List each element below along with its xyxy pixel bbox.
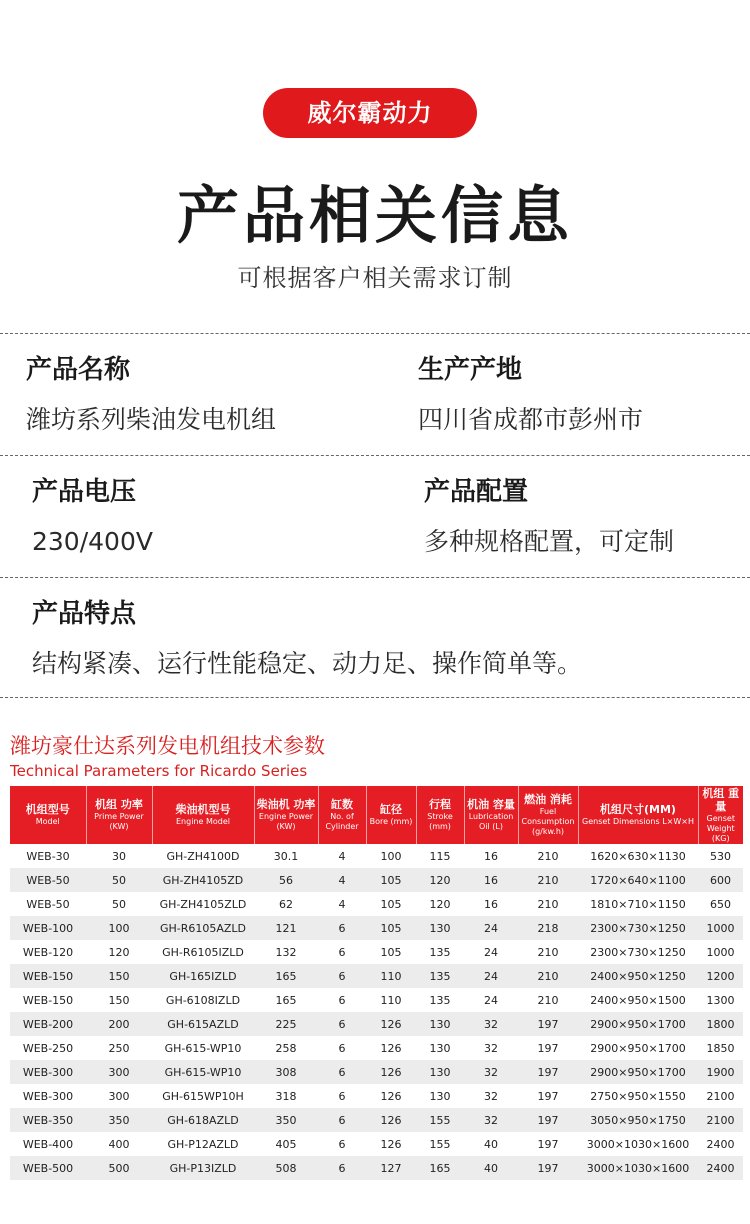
table-cell: 130 <box>416 1036 464 1060</box>
table-cell: WEB-100 <box>10 916 86 940</box>
header-cylinders: 缸数 No. of Cylinder <box>318 786 366 844</box>
table-cell: WEB-300 <box>10 1060 86 1084</box>
table-cell: 4 <box>318 844 366 868</box>
table-row <box>10 1012 743 1036</box>
table-cell: 130 <box>416 1060 464 1084</box>
table-cell: 508 <box>254 1156 318 1180</box>
divider <box>0 577 750 578</box>
header-fuel-consumption: 燃油 消耗 Fuel Consumption (g/kw.h) <box>518 786 578 844</box>
table-cell: 197 <box>518 1036 578 1060</box>
table-cell: WEB-50 <box>10 868 86 892</box>
table-cell: 6 <box>318 1084 366 1108</box>
table-cell: GH-P12AZLD <box>152 1132 254 1156</box>
brand-badge: 威尔霸动力 <box>263 88 477 138</box>
table-row <box>10 1108 743 1132</box>
divider <box>0 455 750 456</box>
table-cell: WEB-400 <box>10 1132 86 1156</box>
table-cell: 350 <box>254 1108 318 1132</box>
table-cell: 40 <box>464 1132 518 1156</box>
header-weight: 机组 重量 Genset Weight (KG) <box>698 786 743 844</box>
table-cell: GH-R6105AZLD <box>152 916 254 940</box>
table-row <box>10 868 743 892</box>
config-label: 产品配置 <box>424 477 529 507</box>
table-cell: 32 <box>464 1036 518 1060</box>
table-cell: 135 <box>416 988 464 1012</box>
header-dimensions: 机组尺寸(MM) Genset Dimensions L×W×H <box>578 786 698 844</box>
table-cell: GH-615AZLD <box>152 1012 254 1036</box>
table-cell: 6 <box>318 1156 366 1180</box>
table-cell: 1620×630×1130 <box>578 844 698 868</box>
table-cell: 218 <box>518 916 578 940</box>
table-title: 潍坊豪仕达系列发电机组技术参数 <box>10 734 325 758</box>
table-cell: 2100 <box>698 1084 743 1108</box>
table-cell: WEB-300 <box>10 1084 86 1108</box>
table-cell: 6 <box>318 940 366 964</box>
table-row <box>10 1084 743 1108</box>
table-cell: 318 <box>254 1084 318 1108</box>
table-cell: WEB-120 <box>10 940 86 964</box>
table-cell: 50 <box>86 868 152 892</box>
table-cell: 24 <box>464 964 518 988</box>
table-cell: WEB-250 <box>10 1036 86 1060</box>
header-model: 机组型号 Model <box>10 786 86 844</box>
table-cell: 120 <box>416 892 464 916</box>
table-cell: GH-ZH4100D <box>152 844 254 868</box>
table-cell: 250 <box>86 1036 152 1060</box>
table-row <box>10 916 743 940</box>
features-label: 产品特点 <box>32 599 137 629</box>
header-lubrication-oil: 机油 容量 Lubrication Oil (L) <box>464 786 518 844</box>
table-cell: 210 <box>518 892 578 916</box>
table-cell: 3000×1030×1600 <box>578 1132 698 1156</box>
config-value: 多种规格配置，可定制 <box>424 527 675 556</box>
table-cell: 155 <box>416 1132 464 1156</box>
table-cell: 300 <box>86 1084 152 1108</box>
voltage-label: 产品电压 <box>32 477 137 507</box>
table-cell: 24 <box>464 916 518 940</box>
page-title: 产品相关信息 <box>176 179 573 252</box>
table-cell: 6 <box>318 1108 366 1132</box>
table-cell: 2100 <box>698 1108 743 1132</box>
table-cell: WEB-200 <box>10 1012 86 1036</box>
table-cell: 100 <box>86 916 152 940</box>
table-cell: 197 <box>518 1084 578 1108</box>
table-cell: GH-6108IZLD <box>152 988 254 1012</box>
table-cell: 1900 <box>698 1060 743 1084</box>
table-cell: 2300×730×1250 <box>578 916 698 940</box>
table-cell: 308 <box>254 1060 318 1084</box>
table-cell: 105 <box>366 940 416 964</box>
table-cell: 126 <box>366 1036 416 1060</box>
table-row <box>10 988 743 1012</box>
features-value: 结构紧凑、运行性能稳定、动力足、操作简单等。 <box>32 649 583 678</box>
table-cell: GH-615-WP10 <box>152 1036 254 1060</box>
table-cell: 2400×950×1500 <box>578 988 698 1012</box>
table-cell: GH-R6105IZLD <box>152 940 254 964</box>
table-cell: 32 <box>464 1060 518 1084</box>
table-cell: 40 <box>464 1156 518 1180</box>
table-cell: 16 <box>464 892 518 916</box>
table-row <box>10 892 743 916</box>
table-cell: 50 <box>86 892 152 916</box>
table-cell: WEB-500 <box>10 1156 86 1180</box>
table-cell: 6 <box>318 1132 366 1156</box>
table-cell: 3050×950×1750 <box>578 1108 698 1132</box>
table-cell: 16 <box>464 844 518 868</box>
table-cell: 155 <box>416 1108 464 1132</box>
table-cell: 6 <box>318 988 366 1012</box>
header-stroke: 行程 Stroke (mm) <box>416 786 464 844</box>
table-cell: 4 <box>318 868 366 892</box>
table-cell: 197 <box>518 1012 578 1036</box>
table-cell: 1850 <box>698 1036 743 1060</box>
table-cell: 6 <box>318 1012 366 1036</box>
origin-value: 四川省成都市彭州市 <box>418 405 644 434</box>
header-prime-power: 机组 功率 Prime Power (KW) <box>86 786 152 844</box>
table-cell: 350 <box>86 1108 152 1132</box>
table-cell: 126 <box>366 1012 416 1036</box>
table-cell: 1720×640×1100 <box>578 868 698 892</box>
divider <box>0 333 750 334</box>
table-cell: 120 <box>416 868 464 892</box>
table-cell: 1200 <box>698 964 743 988</box>
table-cell: 210 <box>518 940 578 964</box>
table-cell: 210 <box>518 844 578 868</box>
table-cell: WEB-150 <box>10 964 86 988</box>
product-name-label: 产品名称 <box>26 355 131 385</box>
table-cell: GH-615-WP10 <box>152 1060 254 1084</box>
product-name-value: 潍坊系列柴油发电机组 <box>26 405 277 434</box>
table-row <box>10 940 743 964</box>
table-cell: 24 <box>464 940 518 964</box>
table-cell: 210 <box>518 964 578 988</box>
table-cell: 600 <box>698 868 743 892</box>
table-cell: 650 <box>698 892 743 916</box>
table-cell: 24 <box>464 988 518 1012</box>
table-body <box>10 844 743 1180</box>
table-cell: GH-P13IZLD <box>152 1156 254 1180</box>
table-cell: 4 <box>318 892 366 916</box>
table-cell: 165 <box>254 964 318 988</box>
table-cell: 3000×1030×1600 <box>578 1156 698 1180</box>
table-cell: 2900×950×1700 <box>578 1012 698 1036</box>
table-cell: 1810×710×1150 <box>578 892 698 916</box>
spec-table <box>10 786 743 1180</box>
table-cell: GH-618AZLD <box>152 1108 254 1132</box>
table-cell: 132 <box>254 940 318 964</box>
table-cell: 32 <box>464 1012 518 1036</box>
table-cell: 110 <box>366 964 416 988</box>
table-cell: 300 <box>86 1060 152 1084</box>
table-cell: 130 <box>416 1012 464 1036</box>
table-row <box>10 964 743 988</box>
table-row <box>10 844 743 868</box>
table-cell: 197 <box>518 1132 578 1156</box>
table-cell: 32 <box>464 1108 518 1132</box>
table-cell: WEB-50 <box>10 892 86 916</box>
table-cell: 500 <box>86 1156 152 1180</box>
table-cell: 6 <box>318 1060 366 1084</box>
table-row <box>10 1036 743 1060</box>
table-cell: GH-165IZLD <box>152 964 254 988</box>
table-cell: 1000 <box>698 940 743 964</box>
table-cell: 2400×950×1250 <box>578 964 698 988</box>
table-cell: 2900×950×1700 <box>578 1060 698 1084</box>
table-cell: 105 <box>366 892 416 916</box>
table-cell: 121 <box>254 916 318 940</box>
table-cell: 165 <box>416 1156 464 1180</box>
table-cell: 197 <box>518 1060 578 1084</box>
header-bore: 缸径 Bore (mm) <box>366 786 416 844</box>
table-cell: GH-ZH4105ZLD <box>152 892 254 916</box>
table-header-row <box>10 786 743 844</box>
table-cell: 100 <box>366 844 416 868</box>
table-cell: 2300×730×1250 <box>578 940 698 964</box>
table-cell: GH-615WP10H <box>152 1084 254 1108</box>
table-row <box>10 1156 743 1180</box>
table-cell: 165 <box>254 988 318 1012</box>
table-cell: 1300 <box>698 988 743 1012</box>
table-cell: 127 <box>366 1156 416 1180</box>
table-cell: 530 <box>698 844 743 868</box>
table-cell: 126 <box>366 1060 416 1084</box>
page-subtitle: 可根据客户相关需求订制 <box>237 264 513 292</box>
table-cell: 150 <box>86 988 152 1012</box>
origin-label: 生产产地 <box>418 355 523 385</box>
table-cell: 135 <box>416 964 464 988</box>
table-cell: WEB-350 <box>10 1108 86 1132</box>
table-cell: 115 <box>416 844 464 868</box>
table-cell: 6 <box>318 916 366 940</box>
table-cell: 110 <box>366 988 416 1012</box>
table-cell: 105 <box>366 916 416 940</box>
table-cell: 16 <box>464 868 518 892</box>
table-cell: 126 <box>366 1132 416 1156</box>
table-cell: 135 <box>416 940 464 964</box>
table-cell: 197 <box>518 1156 578 1180</box>
table-cell: 400 <box>86 1132 152 1156</box>
table-cell: 2400 <box>698 1156 743 1180</box>
table-cell: 130 <box>416 916 464 940</box>
voltage-value: 230/400V <box>32 527 153 556</box>
table-cell: 2750×950×1550 <box>578 1084 698 1108</box>
table-cell: 105 <box>366 868 416 892</box>
table-cell: 30 <box>86 844 152 868</box>
table-row <box>10 1060 743 1084</box>
table-cell: 2400 <box>698 1132 743 1156</box>
header-engine-power: 柴油机 功率 Engine Power (KW) <box>254 786 318 844</box>
table-cell: 56 <box>254 868 318 892</box>
table-cell: 62 <box>254 892 318 916</box>
table-cell: 32 <box>464 1084 518 1108</box>
table-cell: GH-ZH4105ZD <box>152 868 254 892</box>
table-cell: 225 <box>254 1012 318 1036</box>
table-cell: 405 <box>254 1132 318 1156</box>
table-cell: 126 <box>366 1108 416 1132</box>
table-cell: 1800 <box>698 1012 743 1036</box>
table-cell: 197 <box>518 1108 578 1132</box>
table-cell: 30.1 <box>254 844 318 868</box>
table-cell: 6 <box>318 1036 366 1060</box>
table-cell: WEB-30 <box>10 844 86 868</box>
table-cell: 2900×950×1700 <box>578 1036 698 1060</box>
table-cell: 258 <box>254 1036 318 1060</box>
table-cell: 6 <box>318 964 366 988</box>
table-cell: WEB-150 <box>10 988 86 1012</box>
table-cell: 126 <box>366 1084 416 1108</box>
header-engine-model: 柴油机型号 Engine Model <box>152 786 254 844</box>
table-title-en: Technical Parameters for Ricardo Series <box>10 762 308 780</box>
table-cell: 200 <box>86 1012 152 1036</box>
divider <box>0 697 750 698</box>
table-cell: 120 <box>86 940 152 964</box>
table-row <box>10 1132 743 1156</box>
table-cell: 150 <box>86 964 152 988</box>
table-cell: 1000 <box>698 916 743 940</box>
table-cell: 130 <box>416 1084 464 1108</box>
table-cell: 210 <box>518 868 578 892</box>
table-cell: 210 <box>518 988 578 1012</box>
